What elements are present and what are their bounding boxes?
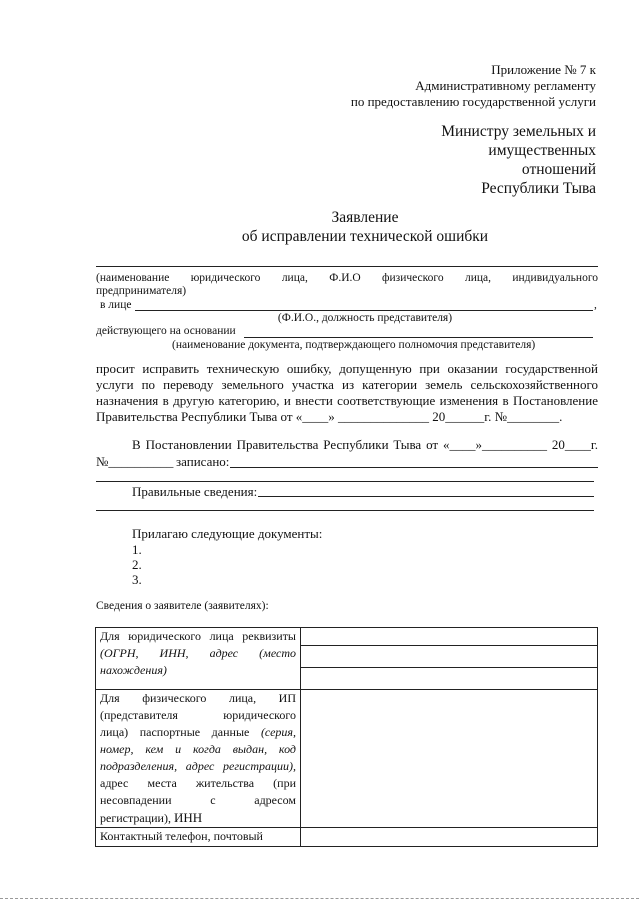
- applicant-info-table: [95, 627, 598, 847]
- recorded-field-2[interactable]: [96, 481, 594, 482]
- correct-info-label: Правильные сведения:: [132, 484, 258, 499]
- table-text: несовпадении с адресом: [100, 793, 296, 807]
- table-text: [100, 724, 296, 741]
- title-line: об исправлении технической ошибки: [241, 228, 489, 245]
- table-text: (представителя юридического: [100, 708, 296, 722]
- annex-line: по предоставлению государственной услуги: [350, 94, 596, 109]
- addressee-line: отношений: [521, 161, 596, 178]
- annex-line: Административному регламенту: [415, 78, 596, 93]
- authority-document-field[interactable]: [244, 337, 593, 338]
- table-text: номер, кем и когда выдан, код: [100, 742, 296, 756]
- attachment-item: 3.: [132, 572, 142, 587]
- document-title: [0, 208, 639, 246]
- request-line: услуги по переводу земельного участка из категории земель сельскохозяйственного: [96, 377, 598, 392]
- table-text: регистрации),: [100, 811, 171, 825]
- table-text: лица) паспортные данные: [100, 725, 250, 739]
- acting-basis-label: действующего на основании: [96, 325, 236, 337]
- table-text: (ОГРН, ИНН, адрес (место: [100, 646, 296, 660]
- annex-line: Приложение № 7 к: [491, 62, 596, 77]
- table-entry[interactable]: [301, 628, 597, 646]
- in-person-label: в лице: [100, 299, 132, 311]
- table-text: Контактный телефон, почтовый: [100, 829, 263, 843]
- contact-value-cell[interactable]: [301, 828, 598, 847]
- recorded-field[interactable]: [230, 467, 598, 468]
- individual-value-cell[interactable]: [301, 690, 598, 828]
- table-text: Для физического лица, ИП: [100, 691, 296, 705]
- table-text: [100, 809, 296, 827]
- table-row: [96, 628, 598, 690]
- addressee-line: Республики Тыва: [481, 180, 596, 197]
- correct-info-field[interactable]: [258, 496, 594, 497]
- table-entry[interactable]: [301, 668, 597, 689]
- attachments-intro: Прилагаю следующие документы:: [132, 526, 323, 541]
- in-person-comma: ,: [594, 299, 597, 311]
- correct-info-field-2[interactable]: [96, 510, 594, 511]
- resolution-number: №__________: [96, 454, 174, 469]
- table-row: [96, 828, 598, 847]
- legal-entity-value-cell[interactable]: [301, 628, 598, 690]
- request-line: назначения в другую категорию, и внести соответствующие изменения в Постановление: [96, 393, 598, 408]
- annex-block: [351, 62, 596, 110]
- addressee-block: [441, 122, 596, 198]
- applicant-name-caption: (наименование юридического лица, Ф.И.О физического лица, индивидуального: [96, 272, 598, 284]
- applicant-name-caption-2: предпринимателя): [96, 285, 187, 297]
- resolution-line: В Постановлении Правительства Республики Тыва от «____»__________ 20____г.: [132, 437, 598, 452]
- addressee-line: имущественных: [488, 142, 596, 159]
- request-line: Правительства Республики Тыва от «____» ______________ 20______г. №________.: [96, 409, 563, 424]
- table-text: (серия,: [260, 725, 297, 739]
- table-row: [96, 690, 598, 828]
- addressee-line: Министру земельных и: [441, 123, 596, 140]
- table-text: ИНН: [173, 810, 203, 825]
- title-line: Заявление: [331, 209, 399, 226]
- attachment-item: 2.: [132, 557, 142, 572]
- table-text: нахождения): [100, 663, 167, 677]
- applicant-name-field[interactable]: [96, 266, 598, 267]
- legal-entity-cell: [96, 628, 301, 690]
- applicant-info-title: Сведения о заявителе (заявителях):: [96, 600, 269, 612]
- request-line: просит исправить техническую ошибку, допущенную при оказании государственной: [96, 361, 598, 376]
- contact-cell: [96, 828, 301, 847]
- representative-field[interactable]: [135, 310, 593, 311]
- table-text: Для юридического лица реквизиты: [100, 629, 296, 643]
- recorded-label: записано:: [176, 454, 230, 469]
- table-text: подразделения, адрес регистрации),: [100, 759, 296, 773]
- attachment-item: 1.: [132, 542, 142, 557]
- table-entry[interactable]: [301, 646, 597, 668]
- individual-cell: [96, 690, 301, 828]
- document-caption: (наименование документа, подтверждающего полномочия представителя): [172, 339, 536, 351]
- representative-caption: (Ф.И.О., должность представителя): [277, 312, 453, 324]
- table-text: адрес места жительства (при: [100, 776, 296, 790]
- page-bottom-edge: [0, 898, 639, 899]
